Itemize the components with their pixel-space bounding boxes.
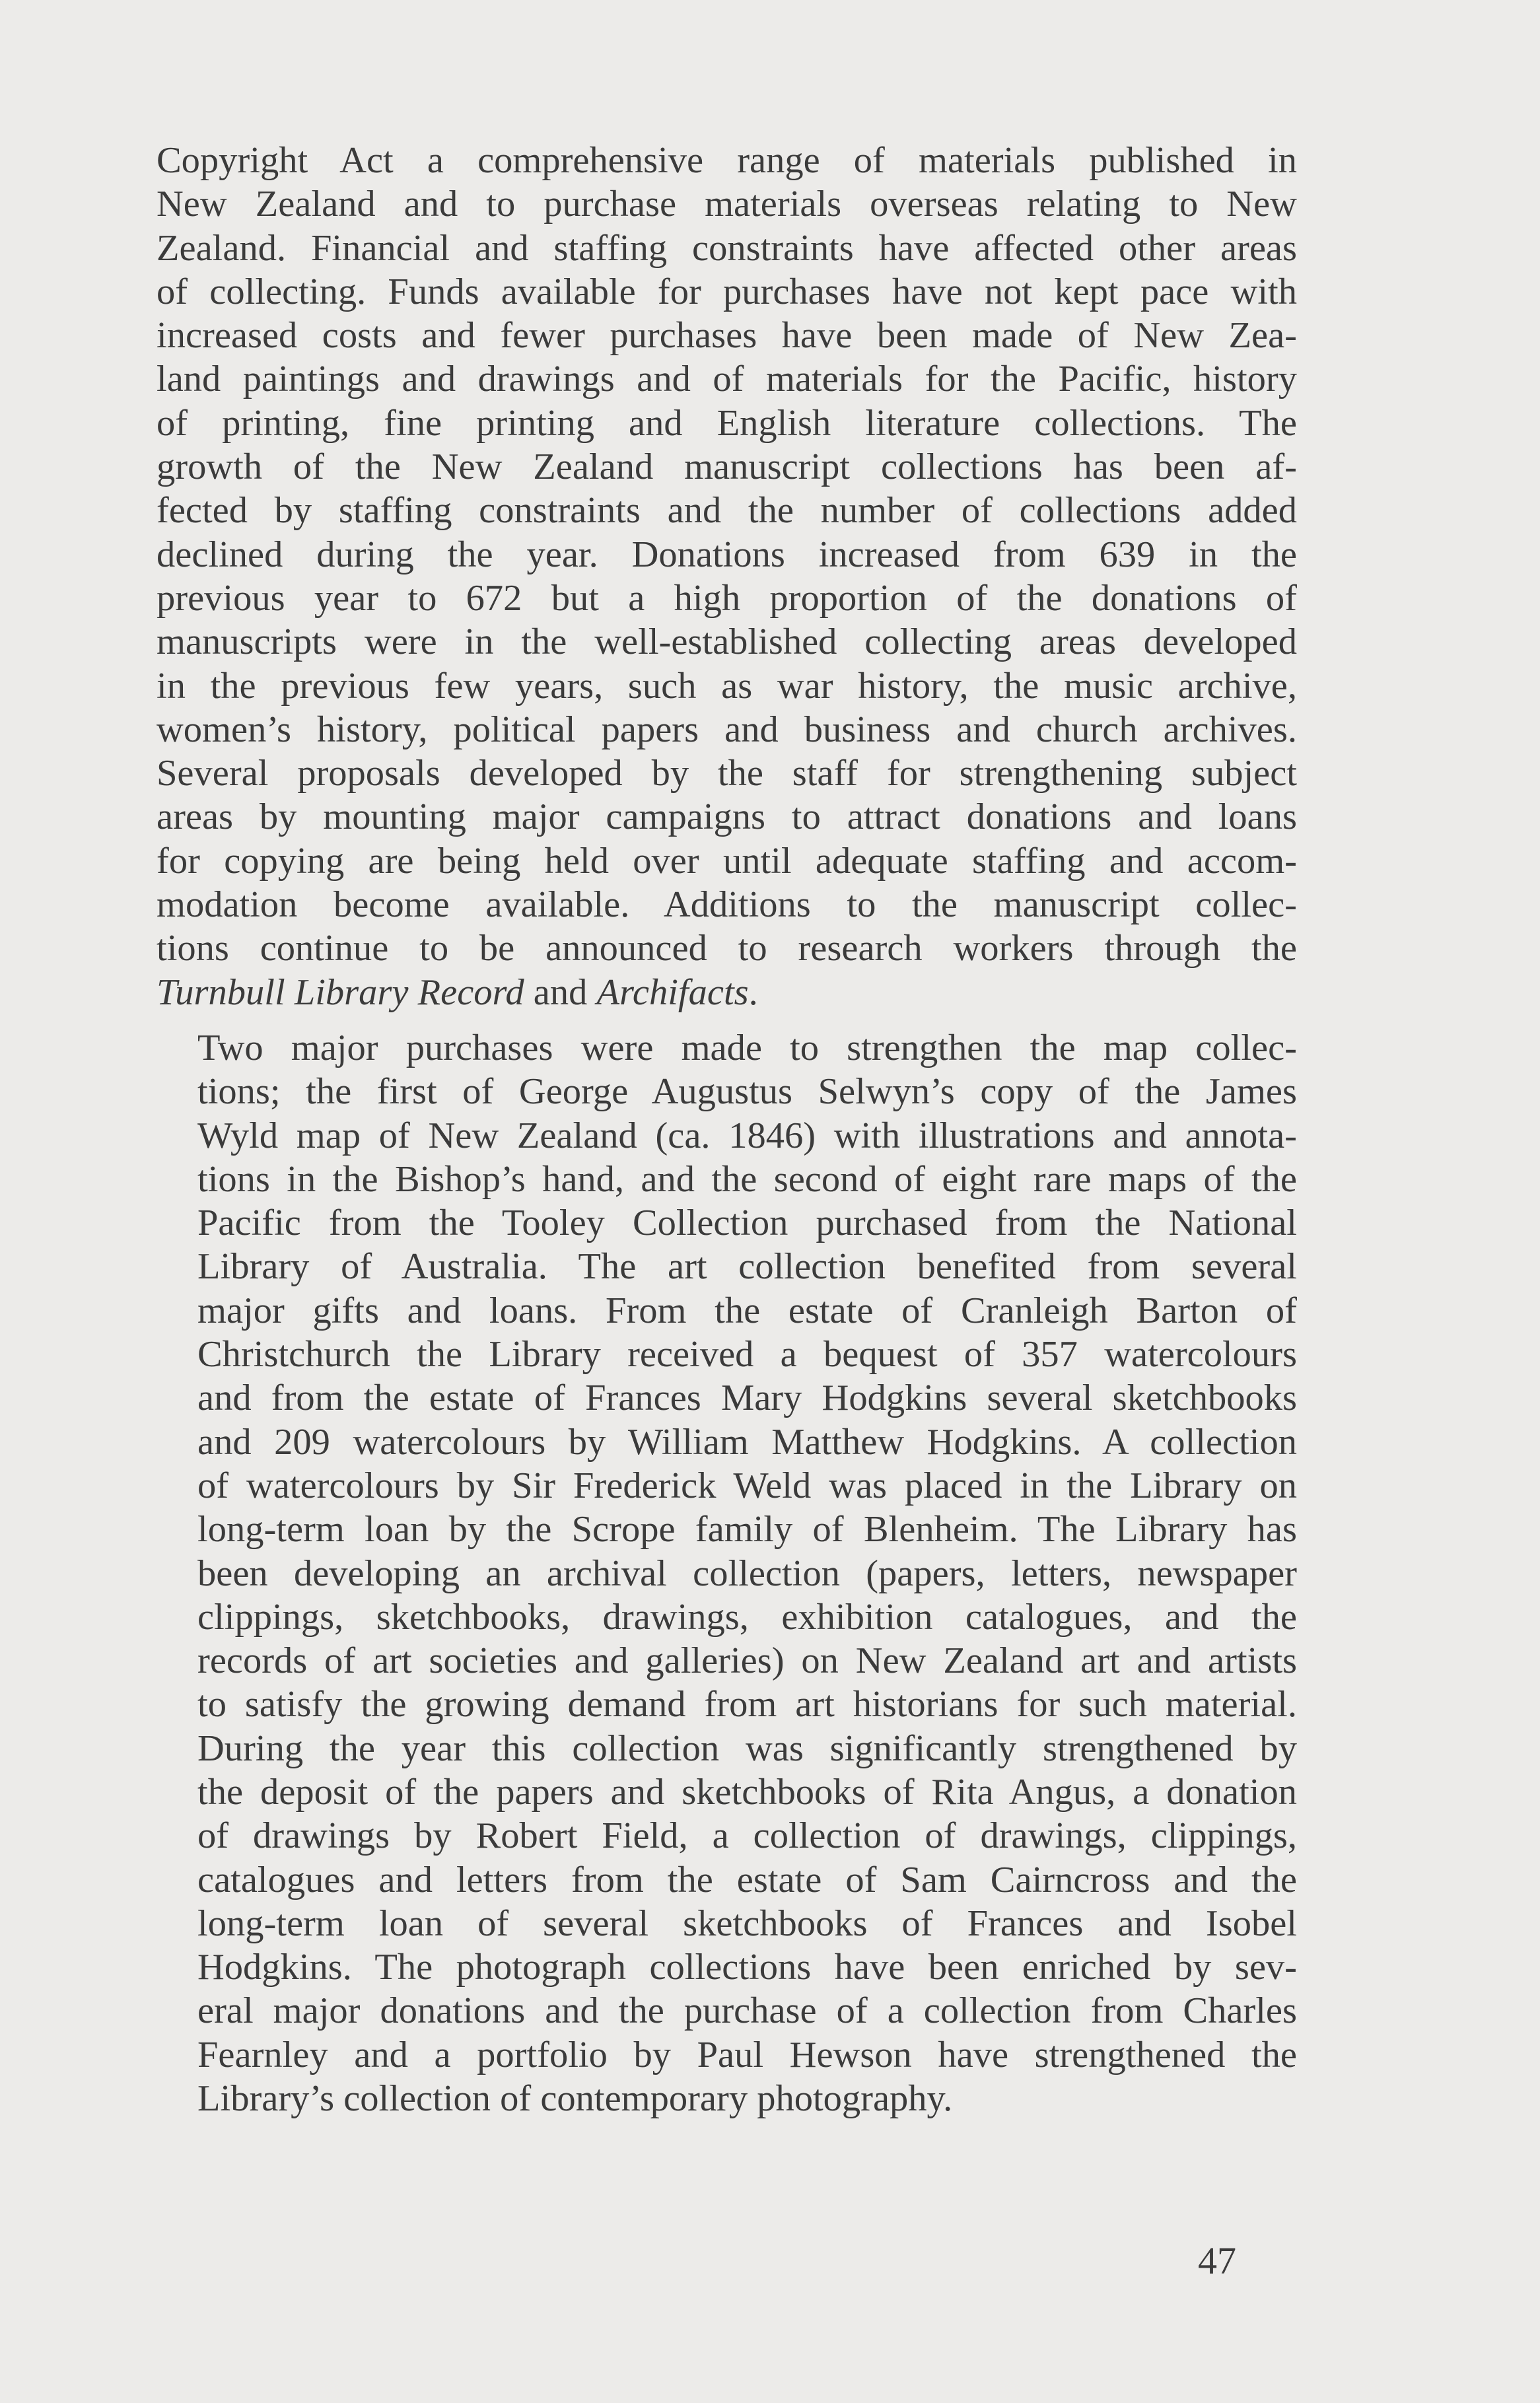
- text-line: Zealand. Financial and staffing constraints have affected other areas: [157, 227, 1297, 269]
- text-line: women’s history, political papers and business and church archives.: [157, 709, 1297, 750]
- text-line: for copying are being held over until adequate staffing and accom-: [157, 840, 1297, 882]
- text-line: tions in the Bishop’s hand, and the second of eight rare maps of the: [197, 1158, 1297, 1200]
- text-line: of printing, fine printing and English literature collections. The: [157, 402, 1297, 444]
- text-line: manuscripts were in the well-established collecting areas developed: [157, 621, 1297, 663]
- text-line: declined during the year. Donations increased from 639 in the: [157, 534, 1297, 575]
- text-line: Hodgkins. The photograph collections have been enriched by sev-: [197, 1947, 1297, 1988]
- text-line: long-term loan of several sketchbooks of Frances and Isobel: [197, 1902, 1297, 1944]
- text-line: During the year this collection was significantly strengthened by: [197, 1727, 1297, 1769]
- text-line: been developing an archival collection (papers, letters, newspaper: [197, 1552, 1297, 1594]
- text-line: the deposit of the papers and sketchbooks of Rita Angus, a donation: [197, 1771, 1297, 1813]
- text-line: [157, 971, 1297, 1014]
- text-line: major gifts and loans. From the estate of Cranleigh Barton of: [197, 1290, 1297, 1331]
- text-line: tions; the first of George Augustus Selwyn’s copy of the James: [197, 1071, 1297, 1113]
- paragraph: [157, 1026, 1297, 2120]
- text-line: land paintings and drawings and of materials for the Pacific, history: [157, 359, 1297, 400]
- text-line: to satisfy the growing demand from art historians for such material.: [197, 1684, 1297, 1725]
- connector-text: and: [524, 971, 597, 1013]
- text-line: Fearnley and a portfolio by Paul Hewson have strengthened the: [197, 2034, 1297, 2075]
- text-line: areas by mounting major campaigns to attract donations and loans: [157, 796, 1297, 838]
- text-line: Two major purchases were made to strengthen the map collec-: [197, 1027, 1297, 1068]
- text-line: eral major donations and the purchase of a collection from Charles: [197, 1990, 1297, 2032]
- text-line: modation become available. Additions to the manuscript collec-: [157, 884, 1297, 926]
- text-line: Library’s collection of contemporary photography.: [197, 2078, 953, 2120]
- text-line: previous year to 672 but a high proportion of the donations of: [157, 577, 1297, 619]
- text-line: Library of Australia. The art collection benefited from several: [197, 1246, 1297, 1288]
- text-line: and from the estate of Frances Mary Hodgkins several sketchbooks: [197, 1377, 1297, 1419]
- text-line: and 209 watercolours by William Matthew Hodgkins. A collection: [197, 1421, 1297, 1463]
- text-line: fected by staffing constraints and the number of collections added: [157, 490, 1297, 532]
- text-line: increased costs and fewer purchases have been made of New Zea-: [157, 315, 1297, 357]
- text-line: tions continue to be announced to research workers through the: [157, 928, 1297, 969]
- journal-title: Archifacts: [596, 971, 749, 1013]
- text-line: New Zealand and to purchase materials overseas relating to New: [157, 184, 1297, 225]
- text-line: of drawings by Robert Field, a collection of drawings, clippings,: [197, 1815, 1297, 1857]
- text-line: clippings, sketchbooks, drawings, exhibition catalogues, and the: [197, 1596, 1297, 1638]
- text-line: Copyright Act a comprehensive range of materials published in: [157, 140, 1297, 181]
- body-text: [157, 139, 1297, 2120]
- text-line: Christchurch the Library received a bequest of 357 watercolours: [197, 1334, 1297, 1376]
- journal-title: Turnbull Library Record: [157, 971, 524, 1013]
- paragraph: [157, 139, 1297, 1014]
- text-line: growth of the New Zealand manuscript collections has been af-: [157, 446, 1297, 488]
- text-line: in the previous few years, such as war history, the music archive,: [157, 665, 1297, 707]
- text-line: of watercolours by Sir Frederick Weld was placed in the Library on: [197, 1465, 1297, 1506]
- text-line: long-term loan by the Scrope family of Blenheim. The Library has: [197, 1509, 1297, 1550]
- sentence-end: .: [748, 971, 758, 1013]
- text-line: Wyld map of New Zealand (ca. 1846) with illustrations and annota-: [197, 1115, 1297, 1156]
- text-line: records of art societies and galleries) on New Zealand art and artists: [197, 1640, 1297, 1682]
- page-number: 47: [1198, 2239, 1236, 2282]
- text-line: Pacific from the Tooley Collection purchased from the National: [197, 1202, 1297, 1244]
- text-line: catalogues and letters from the estate of Sam Cairncross and the: [197, 1859, 1297, 1900]
- text-line: of collecting. Funds available for purchases have not kept pace with: [157, 271, 1297, 312]
- text-line: Several proposals developed by the staff for strengthening subject: [157, 753, 1297, 794]
